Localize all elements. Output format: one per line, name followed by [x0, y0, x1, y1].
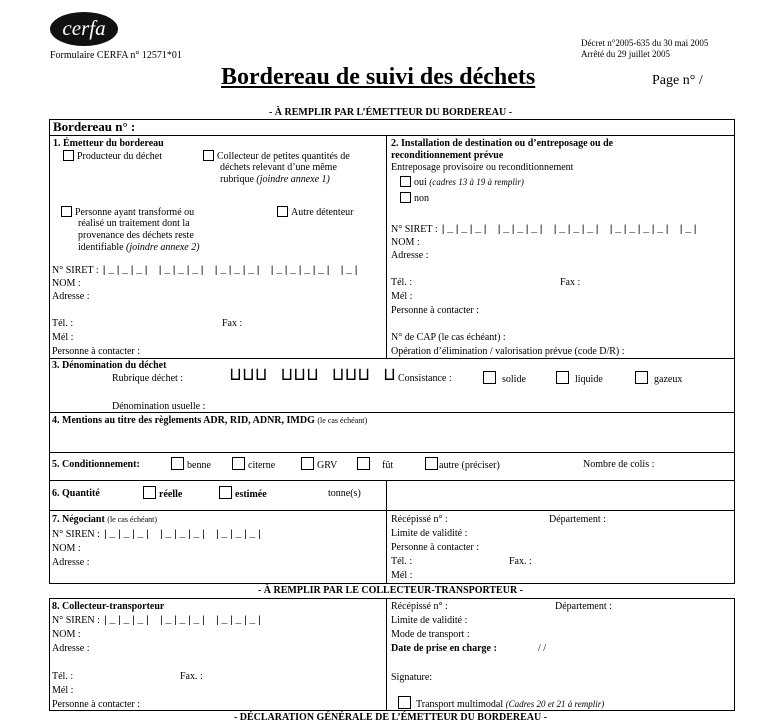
autre-conditionnement-checkbox[interactable] [425, 457, 438, 470]
reelle-checkbox[interactable] [143, 486, 156, 499]
gazeux-option[interactable]: gazeux [635, 371, 682, 386]
s2-contact-label: Personne à contacter : [391, 305, 480, 316]
liquide-option[interactable]: liquide [556, 371, 603, 386]
s8-signature-label: Signature: [391, 672, 433, 683]
cerfa-logo: cerfa [50, 12, 118, 46]
section2-title-2: reconditionnement prévue [391, 150, 504, 161]
fut-checkbox[interactable] [357, 457, 370, 470]
section2-title-1: 2. Installation de destination ou d’entreposage ou de [391, 138, 614, 149]
form-number: Formulaire CERFA n° 12571*01 [50, 50, 182, 61]
nombre-colis-label: Nombre de colis : [583, 459, 655, 470]
estimee-option[interactable]: estimée [219, 486, 267, 501]
entreposage-oui[interactable]: oui (cadres 13 à 19 à remplir) [400, 176, 524, 189]
s7-recepisse-label: Récépissé n° : [391, 514, 448, 525]
s2-siret-label: N° SIRET : |_|_|_| |_|_|_| |_|_|_| |_|_|_|_| |_| [391, 224, 700, 236]
s1-siret-field[interactable]: |_|_|_| |_|_|_| |_|_|_| |_|_|_|_| |_| [101, 266, 361, 277]
s8-date-field[interactable]: / / [538, 643, 547, 654]
s8-limite-label: Limite de validité : [391, 615, 468, 626]
s8-contact-label: Personne à contacter : [52, 699, 141, 710]
benne-option[interactable]: benne [171, 457, 211, 472]
s7-mel-label: Mél : [391, 570, 413, 581]
multimodal-checkbox[interactable] [398, 696, 411, 709]
oui-checkbox[interactable] [400, 176, 411, 187]
transforme-line-4: identifiable (joindre annexe 2) [78, 242, 200, 253]
s1-contact-label: Personne à contacter : [52, 346, 141, 357]
solide-checkbox[interactable] [483, 371, 496, 384]
grv-checkbox[interactable] [301, 457, 314, 470]
entreposage-label: Entreposage provisoire ou reconditionnement [391, 162, 574, 173]
producteur-checkbox[interactable] [63, 150, 74, 161]
fut-option[interactable]: fût [357, 457, 393, 472]
liquide-checkbox[interactable] [556, 371, 569, 384]
emitter-banner: - À REMPLIR PAR L’ÉMETTEUR DU BORDEREAU - [268, 107, 513, 118]
s2-operation-label: Opération d’élimination / valorisation prévue (code D/R) : [391, 346, 625, 357]
autre-detenteur-option[interactable]: Autre détenteur [277, 206, 353, 219]
rubrique-label: Rubrique déchet : [112, 373, 184, 384]
s2-cap-label: N° de CAP (le cas échéant) : [391, 332, 506, 343]
section1-title: 1. Émetteur du bordereau [53, 138, 164, 149]
section5-title: 5. Conditionnement: [52, 459, 140, 470]
citerne-checkbox[interactable] [232, 457, 245, 470]
s8-mel-label: Mél : [52, 685, 74, 696]
section8-title: 8. Collecteur-transporteur [52, 601, 165, 612]
collecteur-checkbox[interactable] [203, 150, 214, 161]
s8-date-label: Date de prise en charge : [391, 643, 497, 654]
tonnes-label: tonne(s) [328, 488, 361, 499]
s1-fax-label: Fax : [222, 318, 243, 329]
s7-departement-label: Département : [549, 514, 606, 525]
benne-checkbox[interactable] [171, 457, 184, 470]
reelle-option[interactable]: réelle [143, 486, 182, 501]
solide-option[interactable]: solide [483, 371, 526, 386]
consistance-label: Consistance : [398, 373, 452, 384]
s1-mel-label: Mél : [52, 332, 74, 343]
s8-tel-label: Tél. : [52, 671, 74, 682]
s8-departement-label: Département : [555, 601, 612, 612]
multimodal-option[interactable]: Transport multimodal (Cadres 20 et 21 à remplir) [398, 696, 604, 711]
citerne-option[interactable]: citerne [232, 457, 275, 472]
collecteur-option[interactable]: Collecteur de petites quantités de [203, 150, 350, 163]
transforme-checkbox[interactable] [61, 206, 72, 217]
s2-adresse-label: Adresse : [391, 250, 429, 261]
s7-limite-label: Limite de validité : [391, 528, 468, 539]
entreposage-non[interactable]: non [400, 192, 429, 205]
section6-title: 6. Quantité [52, 488, 100, 499]
rubrique-field[interactable]: ⊔⊔⊔ ⊔⊔⊔ ⊔⊔⊔ ⊔ [230, 366, 397, 386]
s1-tel-label: Tél. : [52, 318, 74, 329]
autre-detenteur-checkbox[interactable] [277, 206, 288, 217]
section3-title: 3. Dénomination du déchet [52, 360, 167, 371]
s1-adresse-label: Adresse : [52, 291, 90, 302]
s8-nom-label: NOM : [52, 629, 81, 640]
s2-siret-field[interactable]: |_|_|_| |_|_|_| |_|_|_| |_|_|_|_| |_| [440, 225, 700, 236]
collecteur-line-3: rubrique (joindre annexe 1) [220, 174, 330, 185]
non-checkbox[interactable] [400, 192, 411, 203]
s7-tel-label: Tél. : [391, 556, 413, 567]
page-number-label: Page n° / [652, 73, 703, 88]
s8-adresse-label: Adresse : [52, 643, 90, 654]
s8-siren-label: N° SIREN : |_|_|_| |_|_|_| |_|_|_| [52, 615, 264, 627]
s8-recepisse-label: Récépissé n° : [391, 601, 448, 612]
section4-title: 4. Mentions au titre des règlements ADR, RID, ADNR, IMDG (le cas échéant) [52, 415, 368, 426]
s2-fax-label: Fax : [560, 277, 581, 288]
transforme-line-3: provenance des déchets reste [78, 230, 194, 241]
bordereau-number-label: Bordereau n° : [53, 119, 136, 134]
s8-mode-label: Mode de transport : [391, 629, 470, 640]
s8-siren-field[interactable]: |_|_|_| |_|_|_| |_|_|_| [102, 616, 264, 627]
s2-tel-label: Tél. : [391, 277, 413, 288]
page-title: Bordereau de suivi des déchets [221, 64, 536, 90]
s8-fax-label: Fax. : [180, 671, 203, 682]
denomination-label: Dénomination usuelle : [112, 401, 206, 412]
decree-line-1: Décret n°2005-635 du 30 mai 2005 [581, 38, 709, 48]
transforme-line-2: réalisé un traitement dont la [78, 218, 190, 229]
s7-siren-field[interactable]: |_|_|_| |_|_|_| |_|_|_| [102, 530, 264, 541]
transporter-banner: - À REMPLIR PAR LE COLLECTEUR-TRANSPORTEUR - [257, 585, 524, 596]
transforme-option[interactable]: Personne ayant transformé ou [61, 206, 194, 219]
s7-nom-label: NOM : [52, 543, 81, 554]
s1-nom-label: NOM : [52, 278, 81, 289]
collecteur-line-2: déchets relevant d’une même [220, 162, 337, 173]
s7-contact-label: Personne à contacter : [391, 542, 480, 553]
estimee-checkbox[interactable] [219, 486, 232, 499]
grv-option[interactable]: GRV [301, 457, 337, 472]
s2-nom-label: NOM : [391, 237, 420, 248]
declaration-banner: - DÉCLARATION GÉNÉRALE DE L’ÉMETTEUR DU BORDEREAU - [233, 712, 548, 723]
s1-siret-label: N° SIRET : |_|_|_| |_|_|_| |_|_|_| |_|_|_|_| |_| [52, 265, 361, 277]
gazeux-checkbox[interactable] [635, 371, 648, 384]
section7-title: 7. Négociant (le cas échéant) [52, 514, 158, 525]
s2-mel-label: Mél : [391, 291, 413, 302]
s7-siren-label: N° SIREN : |_|_|_| |_|_|_| |_|_|_| [52, 529, 264, 541]
decree-line-2: Arrêté du 29 juillet 2005 [581, 49, 670, 59]
producteur-option[interactable]: Producteur du déchet [63, 150, 162, 163]
s7-fax-label: Fax. : [509, 556, 532, 567]
s7-adresse-label: Adresse : [52, 557, 90, 568]
autre-conditionnement-option[interactable]: autre (préciser) [425, 457, 500, 472]
